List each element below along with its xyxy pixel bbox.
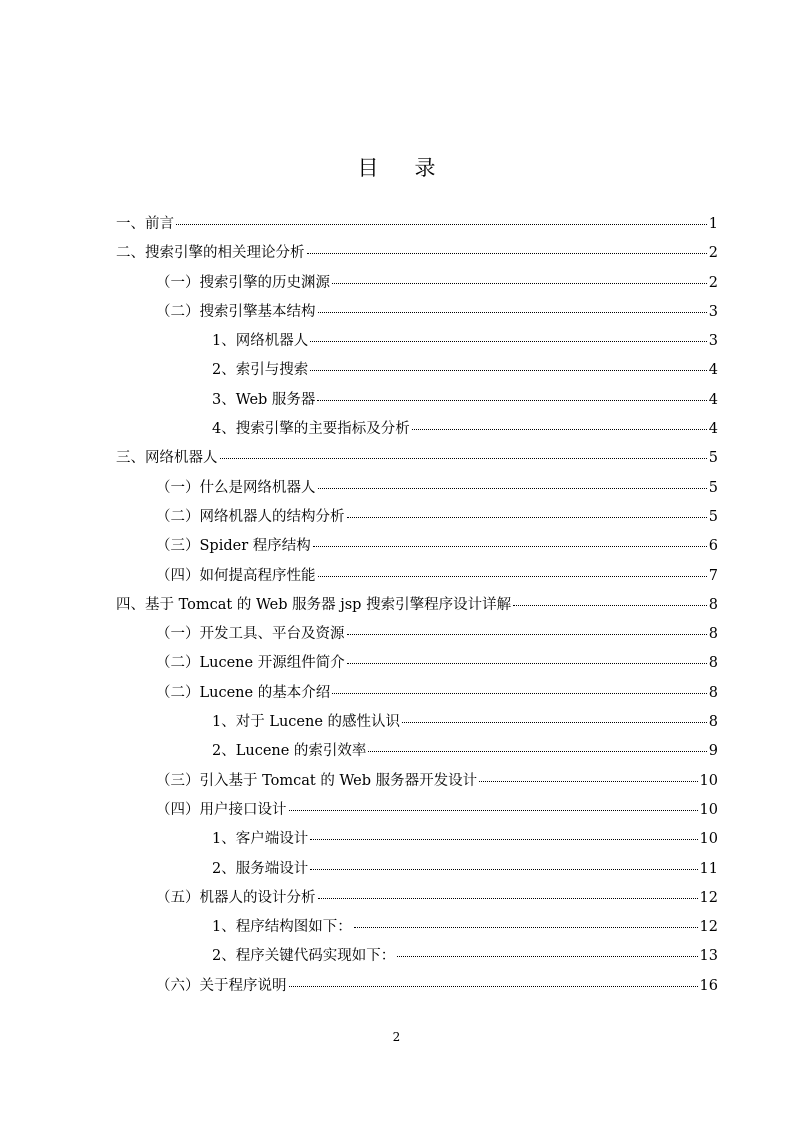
toc-dot-leader <box>176 223 707 225</box>
toc-entry-page: 8 <box>708 655 718 672</box>
toc-entry-page: 11 <box>699 860 718 877</box>
toc-entry[interactable] <box>116 681 718 710</box>
toc-entry[interactable] <box>116 358 718 387</box>
toc-dot-leader <box>220 457 707 459</box>
toc-entry-page: 9 <box>708 743 718 760</box>
toc-entry-page: 7 <box>708 567 718 584</box>
toc-entry[interactable] <box>116 446 718 475</box>
toc-entry[interactable] <box>116 329 718 358</box>
toc-entry-label: （二）搜索引擎基本结构 <box>156 303 316 320</box>
toc-dot-leader <box>479 780 697 782</box>
toc-entry[interactable] <box>116 710 718 739</box>
toc-entry-label: 三、网络机器人 <box>116 450 218 467</box>
toc-entry-page: 2 <box>708 245 718 262</box>
toc-entry-label: （一）什么是网络机器人 <box>156 479 316 496</box>
toc-dot-leader <box>289 809 698 811</box>
toc-entry[interactable] <box>116 300 718 329</box>
toc-entry-label: 2、程序关键代码实现如下： <box>212 948 396 965</box>
toc-entry[interactable] <box>116 241 718 270</box>
toc-dot-leader <box>310 369 707 371</box>
toc-entry-page: 12 <box>699 889 718 906</box>
toc-entry[interactable] <box>116 564 718 593</box>
toc-entry-page: 8 <box>708 714 718 731</box>
toc-entry-label: （五）机器人的设计分析 <box>156 889 316 906</box>
toc-dot-leader <box>402 721 707 723</box>
toc-dot-leader <box>317 399 706 401</box>
toc-entry-page: 8 <box>708 626 718 643</box>
toc-entry[interactable] <box>116 505 718 534</box>
toc-entry-page: 10 <box>699 831 718 848</box>
toc-dot-leader <box>347 516 707 518</box>
toc-entry[interactable] <box>116 417 718 446</box>
toc-entry[interactable] <box>116 827 718 856</box>
toc-entry-label: （四）如何提高程序性能 <box>156 567 316 584</box>
toc-entry-page: 16 <box>699 977 718 994</box>
toc-entry-page: 10 <box>699 801 718 818</box>
toc-entry[interactable] <box>116 534 718 563</box>
toc-dot-leader <box>347 633 707 635</box>
toc-entry[interactable] <box>116 212 718 241</box>
table-of-contents <box>116 212 718 1003</box>
toc-dot-leader <box>318 575 707 577</box>
toc-dot-leader <box>513 604 707 606</box>
toc-entry-label: 4、搜索引擎的主要指标及分析 <box>212 421 410 438</box>
toc-dot-leader <box>310 868 697 870</box>
toc-entry-page: 2 <box>708 274 718 291</box>
toc-entry-page: 10 <box>699 772 718 789</box>
toc-entry[interactable] <box>116 739 718 768</box>
toc-entry-label: （二）网络机器人的结构分析 <box>156 508 345 525</box>
toc-entry-label: 1、对于 Lucene 的感性认识 <box>212 714 401 731</box>
toc-entry-page: 3 <box>708 303 718 320</box>
toc-entry[interactable] <box>116 944 718 973</box>
toc-dot-leader <box>318 897 698 899</box>
toc-entry-label: 1、网络机器人 <box>212 333 309 350</box>
toc-entry-page: 1 <box>708 216 718 232</box>
toc-dot-leader <box>332 282 707 284</box>
toc-entry-label: 1、客户端设计 <box>212 831 309 848</box>
toc-entry[interactable] <box>116 651 718 680</box>
toc-entry-label: （三）引入基于 Tomcat 的 Web 服务器开发设计 <box>156 772 478 789</box>
toc-dot-leader <box>412 428 707 430</box>
toc-entry[interactable] <box>116 769 718 798</box>
toc-dot-leader <box>368 750 706 752</box>
toc-entry[interactable] <box>116 915 718 944</box>
toc-entry-page: 4 <box>708 421 718 438</box>
toc-dot-leader <box>332 692 707 694</box>
toc-entry-page: 12 <box>699 919 718 936</box>
toc-entry-label: （六）关于程序说明 <box>156 977 287 994</box>
toc-dot-leader <box>310 340 707 342</box>
toc-entry-label: （四）用户接口设计 <box>156 801 287 818</box>
toc-dot-leader <box>289 985 698 987</box>
toc-dot-leader <box>397 955 697 957</box>
toc-entry-page: 8 <box>708 596 718 613</box>
page-number: 2 <box>392 1030 401 1044</box>
toc-entry-page: 6 <box>708 538 718 555</box>
toc-entry[interactable] <box>116 622 718 651</box>
toc-entry[interactable] <box>116 271 718 300</box>
toc-entry[interactable] <box>116 857 718 886</box>
toc-entry-label: 2、服务端设计 <box>212 860 309 877</box>
toc-entry[interactable] <box>116 886 718 915</box>
toc-entry-page: 5 <box>708 450 718 467</box>
toc-entry-page: 13 <box>699 948 718 965</box>
toc-dot-leader <box>347 662 707 664</box>
toc-entry-label: （一）开发工具、平台及资源 <box>156 626 345 643</box>
toc-entry-label: 2、Lucene 的索引效率 <box>212 743 367 760</box>
toc-entry-page: 4 <box>708 362 718 379</box>
toc-entry-page: 8 <box>708 684 718 701</box>
toc-entry-label: （三）Spider 程序结构 <box>156 538 311 555</box>
toc-entry-label: 一、前言 <box>116 216 174 232</box>
toc-dot-leader <box>313 545 707 547</box>
toc-entry-label: 3、Web 服务器 <box>212 391 316 408</box>
toc-dot-leader <box>354 926 698 928</box>
toc-entry-label: 二、搜索引擎的相关理论分析 <box>116 245 305 262</box>
toc-entry[interactable] <box>116 798 718 827</box>
toc-entry-page: 3 <box>708 333 718 350</box>
toc-dot-leader <box>307 252 707 254</box>
toc-entry-label: （二）Lucene 的基本介绍 <box>156 684 331 701</box>
toc-entry[interactable] <box>116 593 718 622</box>
toc-entry-page: 4 <box>708 391 718 408</box>
toc-entry-page: 5 <box>708 479 718 496</box>
toc-dot-leader <box>310 838 697 840</box>
toc-entry-page: 5 <box>708 508 718 525</box>
toc-entry[interactable] <box>116 388 718 417</box>
toc-dot-leader <box>318 311 707 313</box>
toc-entry-label: 2、索引与搜索 <box>212 362 309 379</box>
toc-entry-label: （一）搜索引擎的历史渊源 <box>156 274 330 291</box>
toc-entry-label: （二）Lucene 开源组件简介 <box>156 655 345 672</box>
toc-entry[interactable] <box>116 974 718 1003</box>
page-title: 目录 <box>357 156 472 180</box>
toc-entry-label: 1、程序结构图如下： <box>212 919 352 936</box>
toc-entry-label: 四、基于 Tomcat 的 Web 服务器 jsp 搜索引擎程序设计详解 <box>116 596 512 613</box>
toc-entry[interactable] <box>116 476 718 505</box>
toc-dot-leader <box>318 487 707 489</box>
